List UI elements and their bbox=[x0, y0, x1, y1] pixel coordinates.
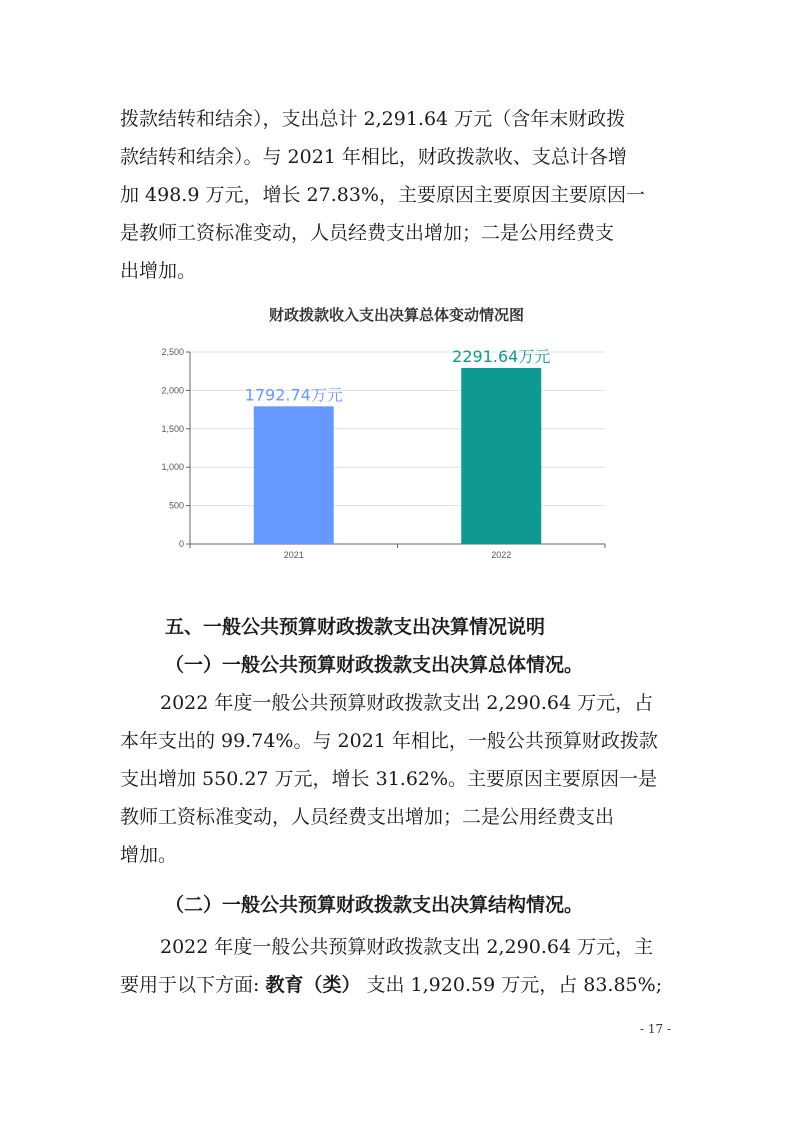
intro-paragraph bbox=[120, 100, 680, 290]
category-bold: 教育（类） bbox=[265, 974, 361, 996]
text-line: 增加。 bbox=[120, 844, 178, 866]
y-tick-label: 2,000 bbox=[161, 385, 184, 396]
y-tick-label: 0 bbox=[178, 539, 184, 549]
bar-data-label: 1792.74万元 bbox=[244, 385, 343, 405]
text-line: 2022 年度一般公共预算财政拨款支出 2,290.64 万元，主 bbox=[160, 936, 654, 958]
subsection-heading-2: （二）一般公共预算财政拨款支出决算结构情况。 bbox=[165, 894, 584, 916]
bar bbox=[254, 406, 334, 544]
section-heading: 五、一般公共预算财政拨款支出决算情况说明 bbox=[165, 616, 546, 638]
text-line: 本年支出的 99.74%。与 2021 年相比，一般公共预算财政拨款 bbox=[120, 730, 658, 752]
text-line: 支出增加 550.27 万元，增长 31.62%。主要原因主要原因一是 bbox=[120, 768, 658, 790]
x-tick-label: 2022 bbox=[491, 550, 512, 560]
text-line: 款结转和结余）。与 2021 年相比，财政拨款收、支总计各增 bbox=[120, 146, 627, 168]
text-segment: 要用于以下方面: bbox=[120, 974, 260, 996]
overall-paragraph bbox=[120, 684, 680, 874]
text-segment: 支出 1,920.59 万元，占 83.85%; bbox=[366, 974, 663, 996]
y-tick-label: 2,500 bbox=[161, 347, 184, 357]
y-tick-label: 500 bbox=[168, 500, 184, 511]
y-tick-label: 1,500 bbox=[161, 423, 184, 434]
bar-data-label: 2291.64万元 bbox=[452, 347, 551, 367]
page-number: - 17 - bbox=[640, 1022, 672, 1036]
y-tick-label: 1,000 bbox=[161, 462, 184, 473]
text-line: 出增加。 bbox=[120, 260, 197, 282]
bar-chart bbox=[140, 338, 610, 563]
text-line: 是教师工资标准变动，人员经费支出增加；二是公用经费支 bbox=[120, 222, 615, 244]
text-line: 拨款结转和结余），支出总计 2,291.64 万元（含年末财政拨 bbox=[120, 108, 626, 130]
text-line: 加 498.9 万元，增长 27.83%，主要原因主要原因主要原因一 bbox=[120, 184, 645, 206]
chart-title: 财政拨款收入支出决算总体变动情况图 bbox=[268, 306, 524, 324]
structure-paragraph bbox=[120, 928, 680, 1004]
x-tick-label: 2021 bbox=[283, 550, 304, 560]
text-line bbox=[120, 966, 680, 1004]
subsection-heading-1: （一）一般公共预算财政拨款支出决算总体情况。 bbox=[165, 654, 584, 676]
text-line: 教师工资标准变动，人员经费支出增加；二是公用经费支出 bbox=[120, 806, 615, 828]
text-line: 2022 年度一般公共预算财政拨款支出 2,290.64 万元，占 bbox=[160, 692, 654, 714]
bar bbox=[461, 368, 541, 544]
